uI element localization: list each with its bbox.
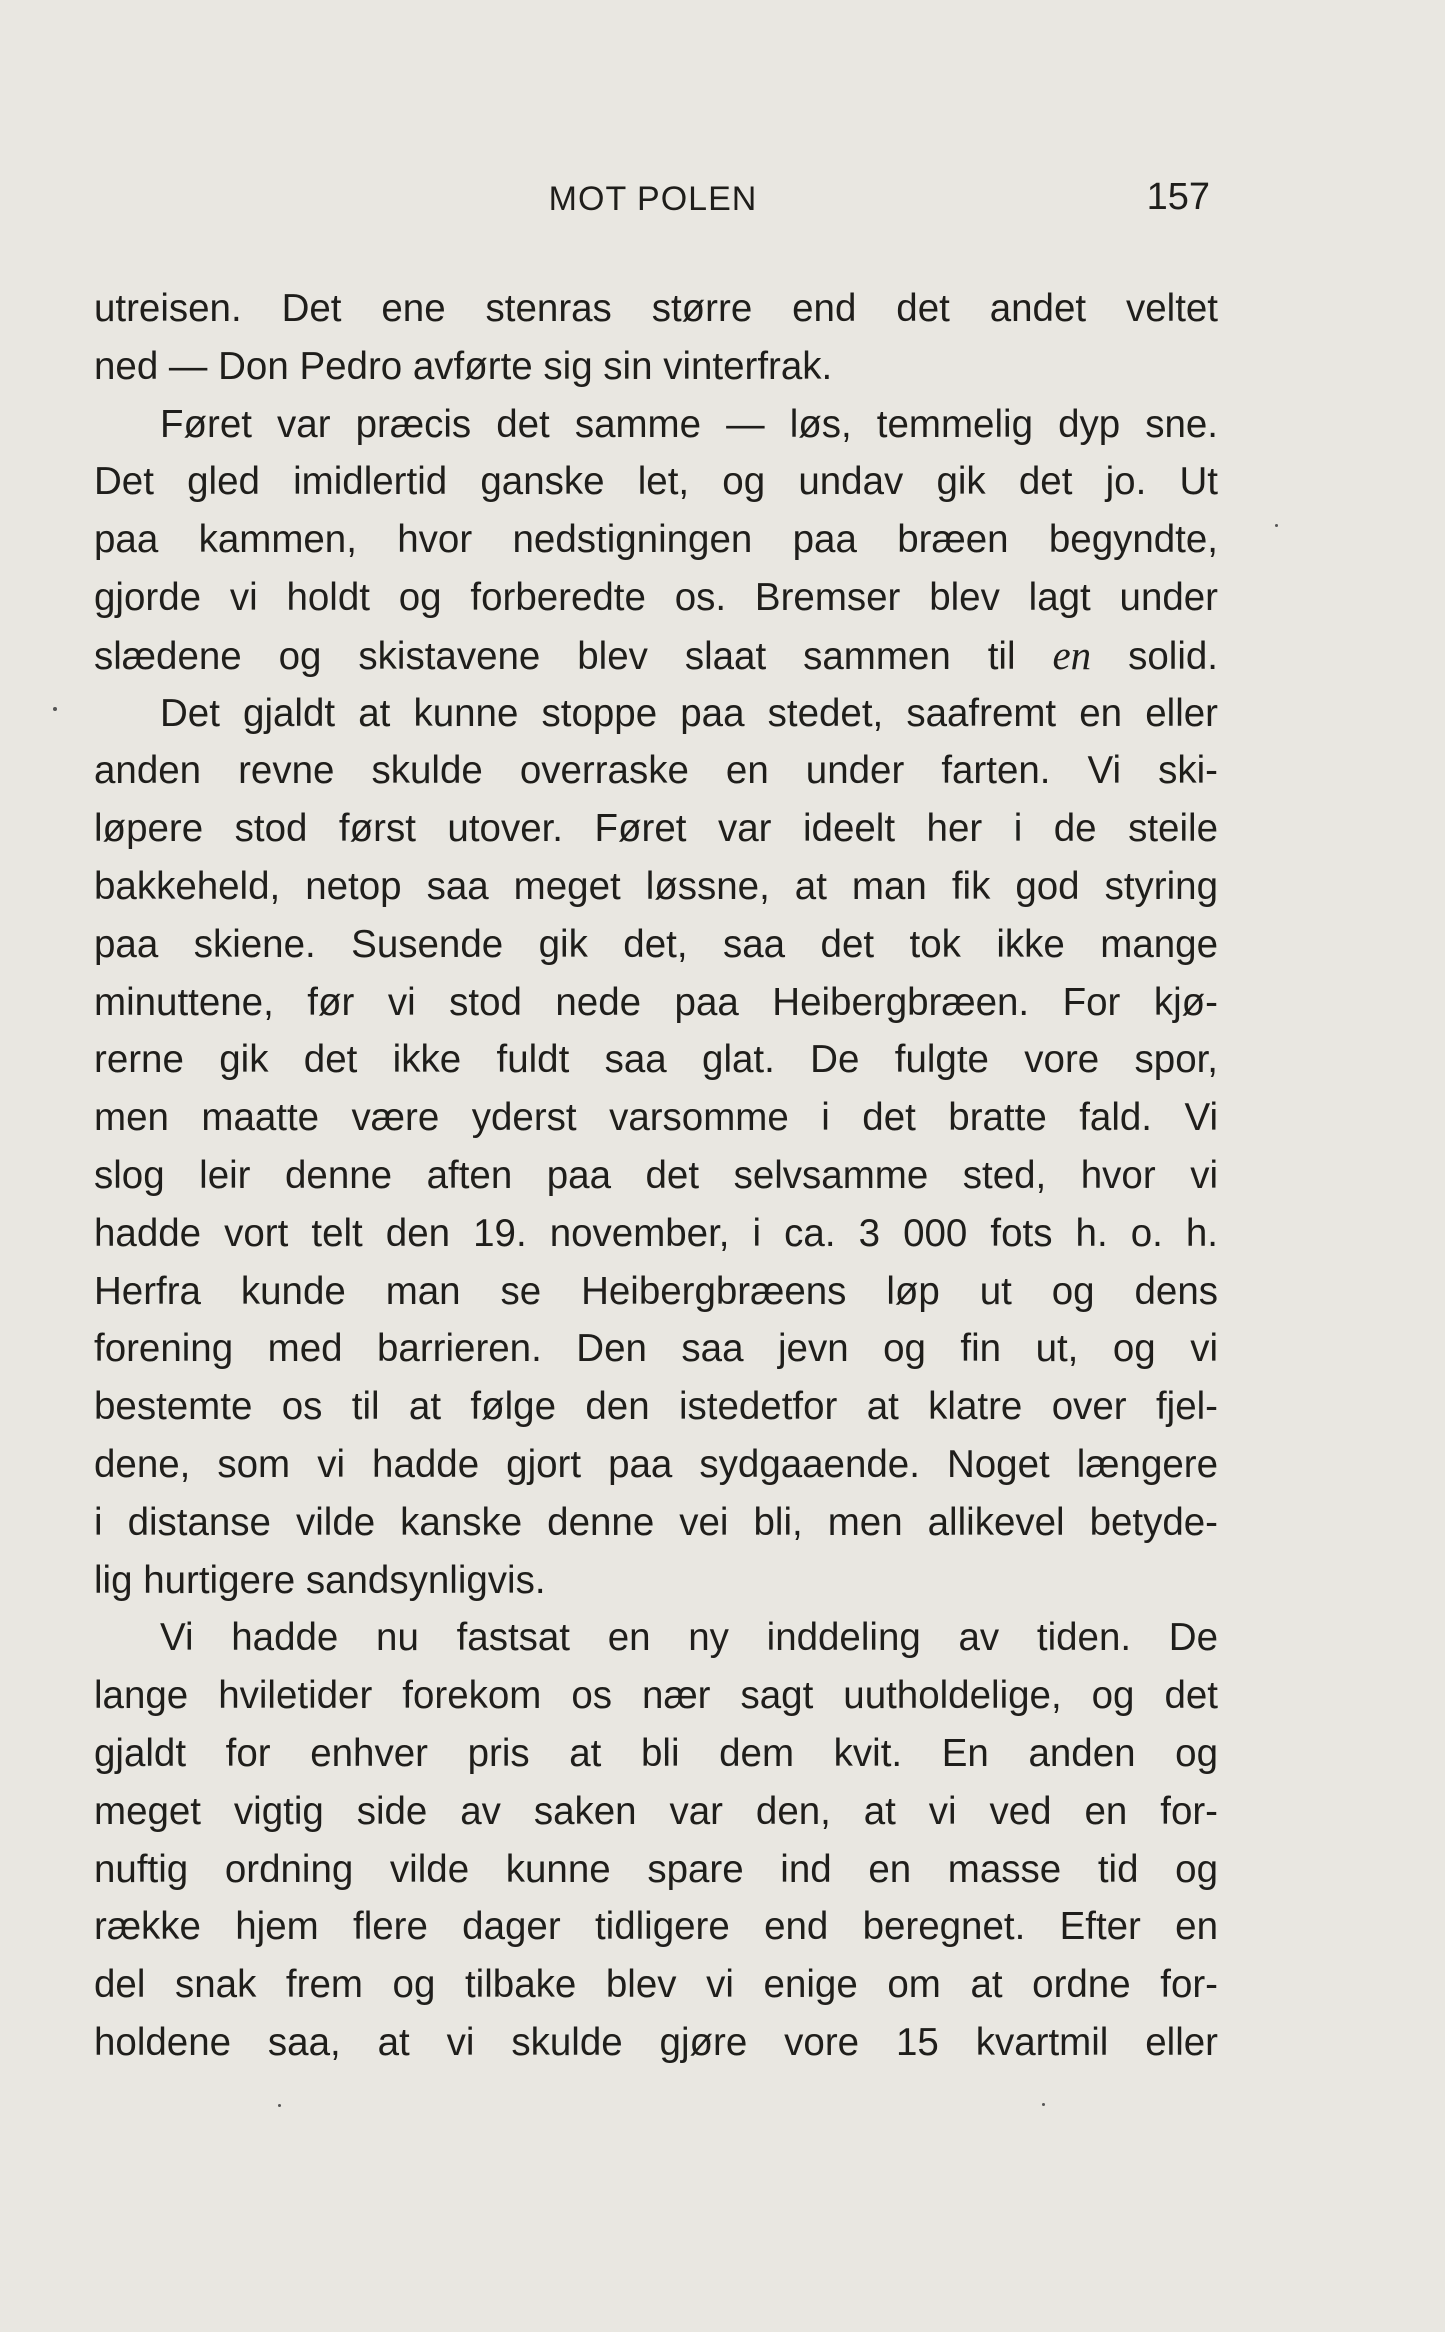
text-line: holdene saa, at vi skulde gjøre vore 15 kvartmil eller [94, 2020, 1218, 2064]
body-text [94, 280, 1218, 2072]
text-line: Føret var præcis det samme — løs, temmelig dyp sne. [160, 402, 1218, 446]
text-line: meget vigtig side av saken var den, at vi ved en for- [94, 1789, 1218, 1833]
paper-speck [278, 2104, 281, 2107]
text-line: dene, som vi hadde gjort paa sydgaaende. Noget længere [94, 1442, 1218, 1486]
text-line: paa kammen, hvor nedstigningen paa bræen begyndte, [94, 518, 1218, 562]
text-line: bakkeheld, netop saa meget løssne, at man fik god styring [94, 864, 1218, 908]
text-line: men maatte være yderst varsomme i det bratte fald. Vi [94, 1096, 1218, 1140]
text-line: lange hviletider forekom os nær sagt uutholdelige, og det [94, 1674, 1218, 1718]
text-line: rerne gik det ikke fuldt saa glat. De fulgte vore spor, [94, 1038, 1218, 1082]
text-line: lig hurtigere sandsynligvis. [94, 1558, 546, 1602]
page-number: 157 [1146, 176, 1210, 218]
text-line: ned — Don Pedro avførte sig sin vinterfrak. [94, 344, 833, 388]
text-segment: slædene og skistavene blev slaat sammen til [94, 634, 1016, 678]
text-line: gjaldt for enhver pris at bli dem kvit. En anden og [94, 1731, 1218, 1775]
running-title: MOT POLEN [548, 180, 758, 218]
text-line: minuttene, før vi stod nede paa Heibergbræen. For kjø- [94, 980, 1218, 1024]
text-line: del snak frem og tilbake blev vi enige om at ordne for- [94, 1963, 1218, 2007]
running-head [94, 176, 1212, 226]
text-line: nuftig ordning vilde kunne spare ind en masse tid og [94, 1847, 1218, 1891]
text-line: Herfra kunde man se Heibergbræens løp ut og dens [94, 1269, 1218, 1313]
text-line: Det gjaldt at kunne stoppe paa stedet, saafremt en eller [160, 691, 1218, 735]
text-line: anden revne skulde overraske en under farten. Vi ski- [94, 749, 1218, 793]
text-line: forening med barrieren. Den saa jevn og fin ut, og vi [94, 1327, 1218, 1371]
paper-speck [1042, 2103, 1045, 2106]
text-line: gjorde vi holdt og forberedte os. Bremser blev lagt under [94, 575, 1218, 619]
text-line: række hjem flere dager tidligere end beregnet. Efter en [94, 1905, 1218, 1949]
text-segment: solid. [1091, 634, 1219, 678]
text-line: hadde vort telt den 19. november, i ca. 3 000 fots h. o. h. [94, 1211, 1218, 1255]
paper-speck [1275, 524, 1278, 527]
text-line: løpere stod først utover. Føret var ideelt her i de steile [94, 807, 1218, 851]
emphasis-word: en [1052, 631, 1092, 678]
text-line: paa skiene. Susende gik det, saa det tok ikke mange [94, 922, 1218, 966]
text-line: utreisen. Det ene stenras større end det andet veltet [94, 287, 1218, 330]
text-line-mixed [94, 627, 1218, 685]
paper-speck [53, 707, 57, 711]
text-line: i distanse vilde kanske denne vei bli, men allikevel betyde- [94, 1500, 1218, 1544]
text-line: Det gled imidlertid ganske let, og undav gik det jo. Ut [94, 460, 1218, 504]
text-line: Vi hadde nu fastsat en ny inddeling av tiden. De [160, 1616, 1218, 1660]
text-line: slog leir denne aften paa det selvsamme sted, hvor vi [94, 1153, 1218, 1197]
text-line: bestemte os til at følge den istedetfor at klatre over fjel- [94, 1385, 1218, 1429]
